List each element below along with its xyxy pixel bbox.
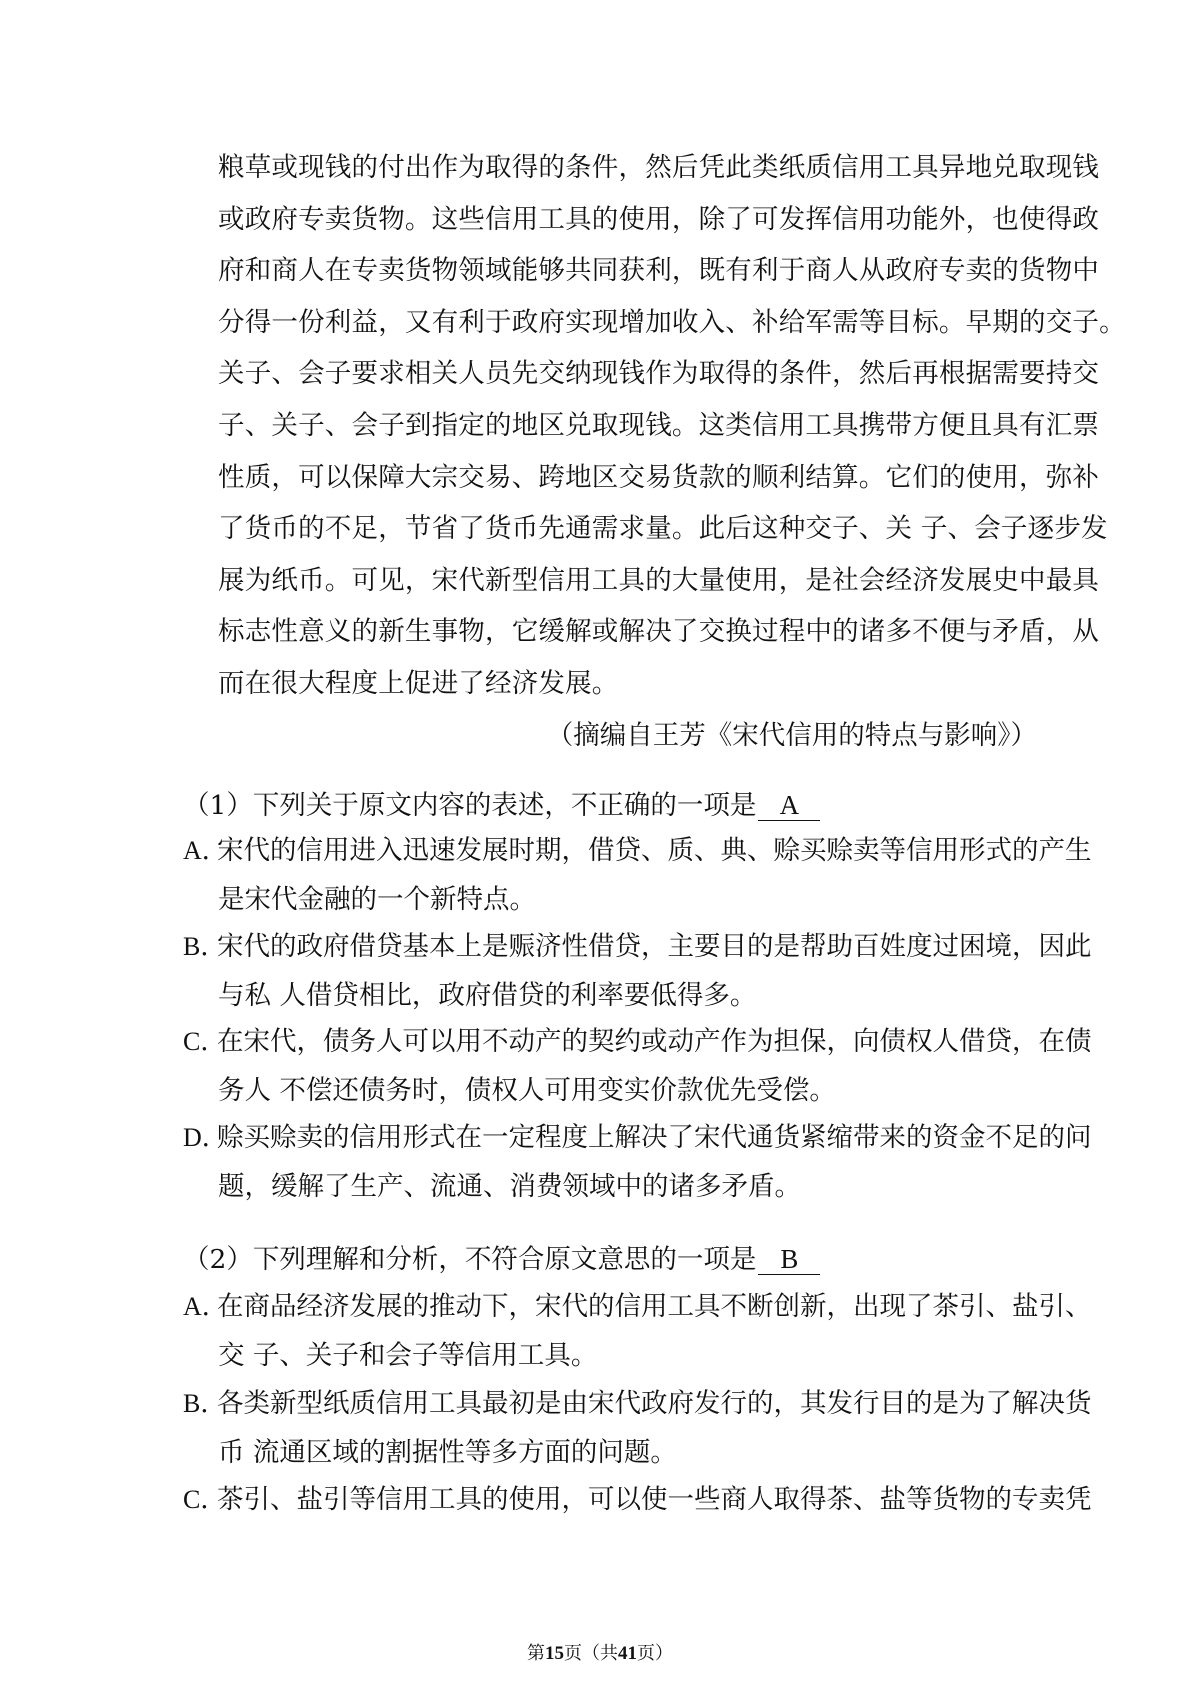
- option-text-continued: 务人 不偿还债务时，债权人可用变实价款优先受偿。: [218, 1075, 836, 1106]
- passage-line: 分得一份利益，又有利于政府实现增加收入、补给军需等目标。早期的交子。: [218, 306, 1126, 338]
- page-number: 15: [545, 1643, 564, 1664]
- option-text: 在宋代，债务人可以用不动产的契约或动产作为担保，向债权人借贷，在债: [217, 1026, 1092, 1057]
- footer-suffix: 页）: [637, 1643, 673, 1664]
- option-text: 宋代的信用进入迅速发展时期，借贷、质、典、赊买赊卖等信用形式的产生: [217, 835, 1092, 866]
- option-text-continued: 与私 人借贷相比，政府借贷的利率要低得多。: [218, 980, 757, 1011]
- question-1-text: （1）下列关于原文内容的表述，不正确的一项是: [183, 790, 757, 821]
- passage-line: 子、关子、会子到指定的地区兑取现钱。这类信用工具携带方便且具有汇票: [218, 409, 1100, 441]
- option-text-continued: 交 子、关子和会子等信用工具。: [218, 1340, 598, 1371]
- passage-line: 而在很大程度上促进了经济发展。: [218, 667, 619, 699]
- page-footer: [0, 1642, 1200, 1666]
- passage-line: 标志性意义的新生事物，它缓解或解决了交换过程中的诸多不便与矛盾，从: [218, 616, 1100, 648]
- passage-line: 关子、会子要求相关人员先交纳现钱作为取得的条件，然后再根据需要持交: [218, 358, 1100, 390]
- question-1-option-c: [183, 1017, 1092, 1115]
- option-letter: B．: [183, 1389, 227, 1418]
- option-text: 赊买赊卖的信用形式在一定程度上解决了宋代通货紧缩带来的资金不足的问: [217, 1122, 1092, 1153]
- passage-line: 了货币的不足，节省了货币先通需求量。此后这种交子、关 子、会子逐步发: [218, 513, 1108, 545]
- question-2-text: （2）下列理解和分析，不符合原文意思的一项是: [183, 1244, 757, 1275]
- passage-line: 展为纸币。可见，宋代新型信用工具的大量使用，是社会经济发展史中最具: [218, 564, 1100, 596]
- option-text-continued: 题，缓解了生产、流通、消费领域中的诸多矛盾。: [218, 1171, 801, 1202]
- option-text: 茶引、盐引等信用工具的使用，可以使一些商人取得茶、盐等货物的专卖凭: [217, 1484, 1092, 1515]
- question-1-option-d: [183, 1113, 1092, 1211]
- option-text: 各类新型纸质信用工具最初是由宋代政府发行的，其发行目的是为了解决货: [217, 1388, 1092, 1419]
- option-text-continued: 币 流通区域的割据性等多方面的问题。: [218, 1437, 677, 1468]
- question-1-option-b: [183, 922, 1092, 1020]
- passage-line: 粮草或现钱的付出作为取得的条件，然后凭此类纸质信用工具异地兑取现钱: [218, 152, 1100, 183]
- option-letter: A．: [183, 1292, 228, 1321]
- passage-line: 府和商人在专卖货物领域能够共同获利，既有利于商人从政府专卖的货物中: [218, 255, 1100, 287]
- total-pages: 41: [618, 1643, 637, 1664]
- question-2-option-c: [183, 1475, 1092, 1524]
- option-letter: A．: [183, 836, 228, 865]
- passage-text: [218, 142, 1126, 710]
- question-2-option-a: [183, 1282, 1092, 1380]
- question-2-option-b: [183, 1379, 1092, 1477]
- footer-prefix: 第: [527, 1643, 545, 1664]
- option-text: 宋代的政府借贷基本上是赈济性借贷，主要目的是帮助百姓度过困境，因此: [217, 931, 1092, 962]
- option-letter: C．: [183, 1027, 227, 1056]
- footer-middle: 页（共: [564, 1643, 618, 1664]
- option-text-continued: 是宋代金融的一个新特点。: [218, 884, 536, 915]
- question-2-stem: [183, 1240, 820, 1280]
- question-1-answer: A: [758, 790, 820, 821]
- option-letter: C．: [183, 1485, 227, 1514]
- option-letter: D．: [183, 1123, 228, 1152]
- question-1-option-a: [183, 826, 1092, 924]
- passage-line: 或政府专卖货物。这些信用工具的使用，除了可发挥信用功能外，也使得政: [218, 203, 1100, 235]
- passage-line: 性质，可以保障大宗交易、跨地区交易货款的顺利结算。它们的使用，弥补: [218, 461, 1100, 493]
- question-1-stem: [183, 786, 820, 826]
- question-2-answer: B: [758, 1244, 820, 1275]
- option-letter: B．: [183, 932, 227, 961]
- source-citation: （摘编自王芳《宋代信用的特点与影响》）: [546, 720, 1037, 751]
- option-text: 在商品经济发展的推动下，宋代的信用工具不断创新，出现了茶引、盐引、: [217, 1291, 1092, 1322]
